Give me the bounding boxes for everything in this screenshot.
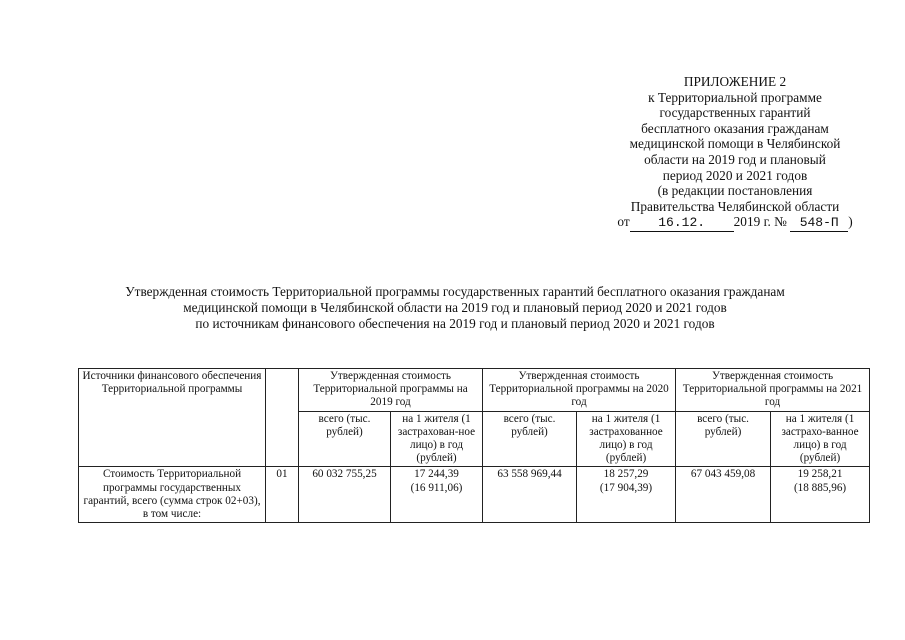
appendix-line: Правительства Челябинской области bbox=[630, 198, 840, 214]
header-row bbox=[79, 369, 870, 412]
row-per-capita-2019 bbox=[391, 467, 483, 523]
per-capita-2021-insured: (18 885,96) bbox=[793, 481, 847, 494]
period-header-2021: Утвержденная стоимость Территориальной программы на 2021 год bbox=[676, 369, 870, 412]
line-no-header bbox=[266, 369, 299, 467]
year-text: 2019 г. № bbox=[733, 214, 787, 230]
source-header: Источники финансового обеспечения Территориальной программы bbox=[79, 369, 266, 467]
row-total-2020: 63 558 969,44 bbox=[483, 467, 577, 523]
appendix-line: к Территориальной программе bbox=[648, 89, 822, 105]
period-header-2020: Утвержденная стоимость Территориальной программы на 2020 год bbox=[483, 369, 676, 412]
appendix-line: (в редакции постановления bbox=[657, 183, 813, 199]
subheader-per-capita-2020: на 1 жителя (1 застрахованное лицо) в год (рублей) bbox=[577, 411, 676, 467]
row-total-2019: 60 032 755,25 bbox=[299, 467, 391, 523]
subheader-per-capita-2021: на 1 жителя (1 застрахо-ванное лицо) в год (рублей) bbox=[771, 411, 870, 467]
per-capita-2019-insured: (16 911,06) bbox=[410, 481, 463, 494]
document-title bbox=[60, 284, 850, 331]
row-per-capita-2020 bbox=[577, 467, 676, 523]
row-line-no: 01 bbox=[266, 467, 299, 523]
period-header-2019: Утвержденная стоимость Территориальной программы на 2019 год bbox=[299, 369, 483, 412]
title-line: медицинской помощи в Челябинской области на 2019 год и плановый период 2020 и 2021 годов bbox=[183, 299, 727, 315]
appendix-line: период 2020 и 2021 годов bbox=[662, 167, 808, 183]
cost-table bbox=[78, 368, 870, 523]
title-line: Утвержденная стоимость Территориальной программы государственных гарантий бесплатного оказания гражданам bbox=[125, 284, 785, 299]
subheader-total-2020: всего (тыс. рублей) bbox=[483, 411, 577, 467]
subheader-total-2019: всего (тыс. рублей) bbox=[299, 411, 391, 467]
subheader-total-2021: всего (тыс. рублей) bbox=[676, 411, 771, 467]
handwritten-date: 16.12. bbox=[630, 215, 734, 232]
title-line: по источникам финансового обеспечения на 2019 год и плановый период 2020 и 2021 годов bbox=[195, 315, 715, 331]
resolution-date-line bbox=[590, 214, 880, 232]
row-source: Стоимость Территориальной программы государственных гарантий, всего (сумма строк 02+03), в том числе: bbox=[79, 467, 266, 523]
per-capita-2020-value: 18 257,29 bbox=[603, 468, 649, 481]
appendix-line: области на 2019 год и плановый bbox=[644, 151, 826, 167]
appendix-header bbox=[590, 74, 880, 232]
per-capita-2021-value: 19 258,21 bbox=[797, 468, 843, 481]
appendix-line: бесплатного оказания гражданам bbox=[641, 120, 829, 136]
handwritten-number: 548-П bbox=[790, 215, 848, 232]
close-paren: ) bbox=[848, 214, 853, 230]
appendix-line: медицинской помощи в Челябинской bbox=[629, 136, 841, 152]
row-total-2021: 67 043 459,08 bbox=[676, 467, 771, 523]
per-capita-2020-insured: (17 904,39) bbox=[599, 481, 653, 494]
appendix-title: ПРИЛОЖЕНИЕ 2 bbox=[683, 74, 787, 89]
from-prefix: от bbox=[617, 214, 630, 230]
row-per-capita-2021 bbox=[771, 467, 870, 523]
per-capita-2019-value: 17 244,39 bbox=[414, 468, 459, 481]
appendix-line: государственных гарантий bbox=[659, 105, 811, 121]
subheader-per-capita-2019: на 1 жителя (1 застрахован-ное лицо) в год (рублей) bbox=[391, 411, 483, 467]
table-row bbox=[79, 467, 870, 523]
